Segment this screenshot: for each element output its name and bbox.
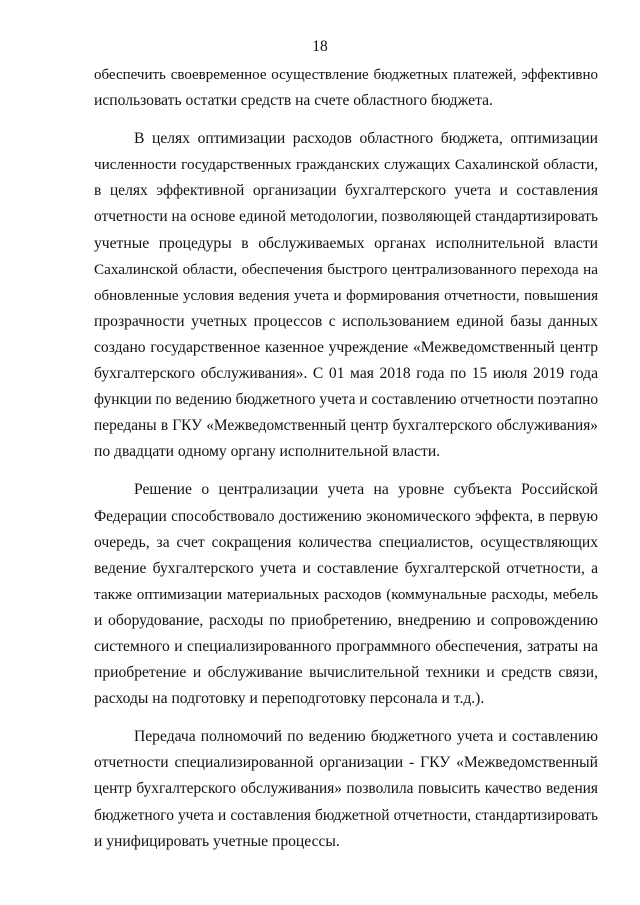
text-line: очередь, за счет сокращения количества специалистов, осуществляющих xyxy=(94,533,598,551)
text-line: обеспечить своевременное осуществление бюджетных платежей, эффективно xyxy=(94,67,598,83)
paragraph xyxy=(94,62,598,114)
text-line: использовать остатки средств на счете областного бюджета. xyxy=(94,92,493,110)
page-number: 18 xyxy=(312,38,328,55)
text-line: по двадцати одному органу исполнительной власти. xyxy=(94,443,441,461)
text-line: отчетности специализированной организации - ГКУ «Межведомственный xyxy=(94,754,598,772)
text-line: Решение о централизации учета на уровне субъекта Российской xyxy=(134,481,598,499)
text-line: также оптимизации материальных расходов (коммунальные расходы, мебель xyxy=(94,585,598,603)
text-line: обновленные условия ведения учета и формирования отчетности, повышения xyxy=(94,287,598,304)
text-line: прозрачности учетных процессов с использованием единой базы данных xyxy=(94,312,598,330)
document-body xyxy=(94,62,598,855)
text-line: В целях оптимизации расходов областного бюджета, оптимизации xyxy=(134,130,598,148)
text-line: в целях эффективной организации бухгалтерского учета и составления xyxy=(94,182,598,200)
text-line: расходы на подготовку и переподготовку персонала и т.д.). xyxy=(94,690,485,708)
text-line: системного и специализированного программного обеспечения, затраты на xyxy=(94,637,598,655)
text-line: Федерации способствовало достижению экономического эффекта, в первую xyxy=(94,507,598,525)
text-line: приобретение и обслуживание вычислительной техники и средств связи, xyxy=(94,664,598,682)
text-line: учетные процедуры в обслуживаемых органах исполнительной власти xyxy=(94,234,598,252)
text-line: ведение бухгалтерского учета и составление бухгалтерской отчетности, а xyxy=(94,559,598,577)
text-line: Передача полномочий по ведению бюджетного учета и составлению xyxy=(134,728,598,746)
text-line: функции по ведению бюджетного учета и составлению отчетности поэтапно xyxy=(94,391,598,409)
text-line: численности государственных гражданских служащих Сахалинской области, xyxy=(94,156,598,174)
paragraph xyxy=(94,477,598,712)
paragraph xyxy=(94,724,598,854)
text-line: создано государственное казенное учреждение «Межведомственный центр xyxy=(94,338,598,356)
text-line: бухгалтерского обслуживания». С 01 мая 2018 года по 15 июля 2019 года xyxy=(94,365,598,383)
text-line: и унифицировать учетные процессы. xyxy=(94,832,340,850)
text-line: отчетности на основе единой методологии, позволяющей стандартизировать xyxy=(94,208,598,226)
text-line: переданы в ГКУ «Межведомственный центр бухгалтерского обслуживания» xyxy=(94,417,598,435)
text-line: и оборудование, расходы по приобретению, внедрению и сопровождению xyxy=(94,611,598,629)
text-line: Сахалинской области, обеспечения быстрого централизованного перехода на xyxy=(94,260,598,278)
text-line: бюджетного учета и составления бюджетной отчетности, стандартизировать xyxy=(94,806,598,824)
text-line: центр бухгалтерского обслуживания» позволила повысить качество ведения xyxy=(94,780,598,798)
paragraph xyxy=(94,126,598,465)
